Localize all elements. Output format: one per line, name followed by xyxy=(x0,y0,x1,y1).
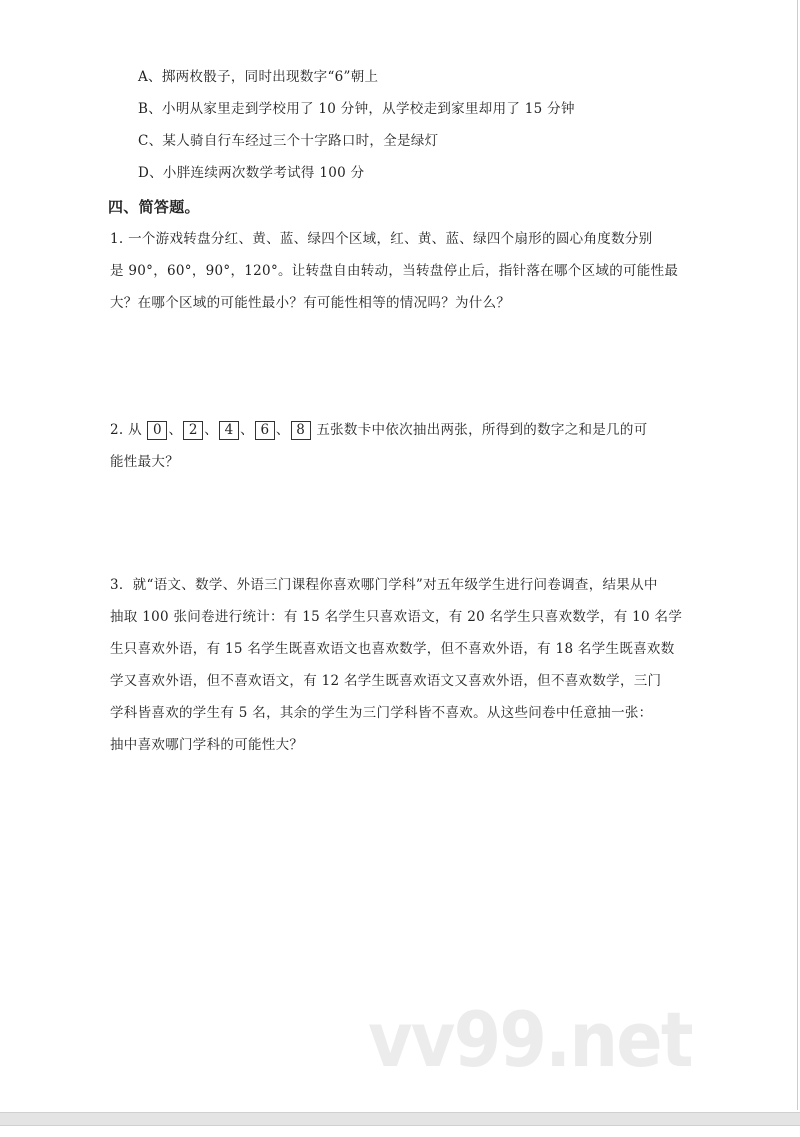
watermark: vv99.net xyxy=(368,995,692,1084)
option-c: C、某人骑自行车经过三个十字路口时，全是绿灯 xyxy=(138,133,439,149)
number-card: 6 xyxy=(255,421,275,440)
option-a: A、掷两枚骰子，同时出现数字“6”朝上 xyxy=(138,69,379,85)
question-3-line: 3．就“语文、数学、外语三门课程你喜欢哪门学科”对五年级学生进行问卷调查，结果从中 xyxy=(110,577,658,593)
separator: 、 xyxy=(204,422,219,438)
option-b: B、小明从家里走到学校用了 10 分钟，从学校走到家里却用了 15 分钟 xyxy=(138,101,575,117)
section-heading: 四、简答题。 xyxy=(108,198,200,216)
page-separator xyxy=(0,1112,800,1126)
question-2-suffix: 五张数卡中依次抽出两张，所得到的数字之和是几的可 xyxy=(316,422,648,438)
separator: 、 xyxy=(240,422,254,438)
option-d: D、小胖连续两次数学考试得 100 分 xyxy=(138,165,365,181)
question-3-line: 抽取 100 张问卷进行统计：有 15 名学生只喜欢语文，有 20 名学生只喜欢数学，有 10 名学 xyxy=(110,609,683,625)
question-1-line: 1. 一个游戏转盘分红、黄、蓝、绿四个区域，红、黄、蓝、绿四个扇形的圆心角度数分别 xyxy=(110,231,653,247)
question-2-prefix: 2. 从 xyxy=(110,422,142,438)
number-card: 4 xyxy=(219,421,239,440)
question-3-line: 学科皆喜欢的学生有 5 名，其余的学生为三门学科皆不喜欢。从这些问卷中任意抽一张： xyxy=(110,705,653,721)
number-card: 0 xyxy=(147,421,167,440)
question-3-line: 生只喜欢外语，有 15 名学生既喜欢语文也喜欢数学，但不喜欢外语，有 18 名学生既喜欢数 xyxy=(110,641,675,657)
question-1-line: 大？在哪个区域的可能性最小？有可能性相等的情况吗？为什么？ xyxy=(110,295,511,311)
question-1-line: 是 90°，60°，90°，120°。让转盘自由转动，当转盘停止后，指针落在哪个区域的可能性最 xyxy=(110,263,679,279)
separator: 、 xyxy=(168,422,183,438)
separator: 、 xyxy=(275,422,290,438)
question-3-line: 学又喜欢外语，但不喜欢语文，有 12 名学生既喜欢语文又喜欢外语，但不喜欢数学，三门 xyxy=(110,673,662,689)
number-card: 2 xyxy=(183,421,203,440)
question-2-line: 能性最大？ xyxy=(110,454,179,470)
number-card: 8 xyxy=(291,421,311,440)
question-3-line: 抽中喜欢哪门学科的可能性大？ xyxy=(110,737,304,753)
question-2-line xyxy=(110,420,648,440)
